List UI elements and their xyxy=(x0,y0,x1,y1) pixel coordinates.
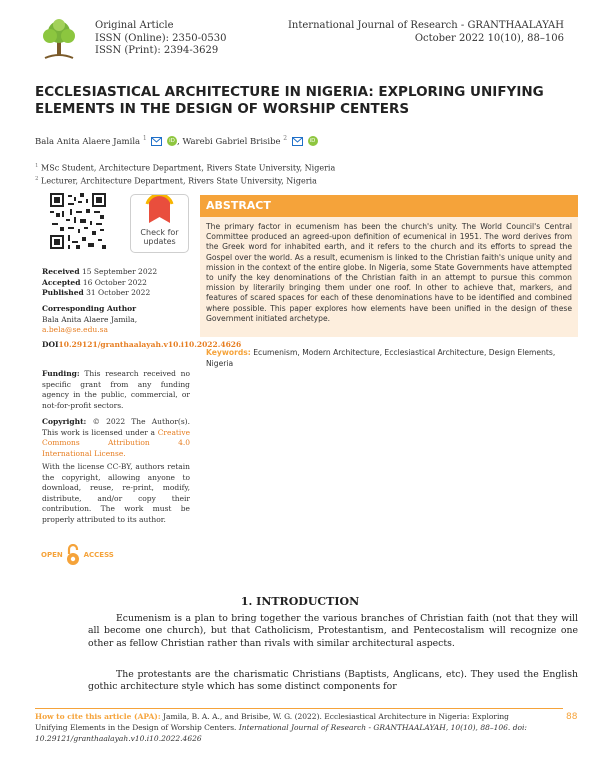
qr-code-icon[interactable] xyxy=(50,193,106,249)
check-for-updates-label xyxy=(131,228,188,246)
corresponding-name: Bala Anita Alaere Jamila, xyxy=(42,314,138,324)
funding-label: Funding: xyxy=(42,369,80,378)
abstract-heading: ABSTRACT xyxy=(200,195,578,217)
author-name[interactable]: Warebi Gabriel Brisibe xyxy=(182,136,281,147)
corresponding-author xyxy=(42,304,190,336)
affiliation-text: Lecturer, Architecture Department, Rivers State University, Nigeria xyxy=(41,176,317,186)
article-title: ECCLESIASTICAL ARCHITECTURE IN NIGERIA: EXPLORING UNIFYING ELEMENTS IN THE DESIGN OF WORSHIP CENTERS xyxy=(35,84,544,117)
affiliation-item xyxy=(35,174,335,187)
doi-block xyxy=(42,340,242,351)
footer-divider xyxy=(35,708,563,709)
journal-info-block xyxy=(288,20,564,45)
corresponding-email-link[interactable]: a.bela@se.edu.sa xyxy=(42,325,108,334)
published-label: Published xyxy=(42,288,84,297)
intro-paragraph-2: The protestants are the charismatic Christians (Baptists, Anglicans, etc). They used the English gothic architecture style which has some distinct components for xyxy=(88,669,578,693)
cite-text: Jamila, B. A. A., and Brisibe, W. G. (2022). Ecclesiastical Architecture in Nigeria: Exploring Unifying Elements in the Design of Worship Centers. xyxy=(35,712,509,732)
published-value: 31 October 2022 xyxy=(86,288,151,297)
funding-text: This research received no specific grant from any funding agency in the public, commercial, or not-for-profit sectors. xyxy=(42,369,191,410)
check-for-updates-button[interactable] xyxy=(130,194,189,253)
affiliation-sup: 2 xyxy=(35,175,39,182)
cite-journal: International Journal of Research - GRANTHAALAYAH, 10(10), 88–106. doi: 10.29121/granthaalayah.v10.i10.2022.4626 xyxy=(35,722,527,743)
page-number: 88 xyxy=(566,712,578,722)
copyright-label: Copyright: xyxy=(42,417,87,426)
section-title: 1. INTRODUCTION xyxy=(240,595,360,608)
journal-logo-tree-icon xyxy=(35,16,83,62)
accepted-date xyxy=(42,278,190,289)
accepted-label: Accepted xyxy=(42,277,81,287)
journal-issue: October 2022 10(10), 88–106 xyxy=(414,32,564,44)
open-access-badge xyxy=(41,544,114,566)
journal-name: International Journal of Research - GRANTHAALAYAH xyxy=(287,20,564,31)
affiliation-item xyxy=(35,161,335,174)
intro-paragraph-1: Ecumenism is a plan to bring together the various branches of Christian faith (not that they will all become one church), but that Catholicism, Protestantism, and Pentecostalism will recognize one other as fellow Christian rather than rivals with similar architectural aspects. xyxy=(88,613,578,649)
received-label: Received xyxy=(42,267,80,276)
check-line1: Check for xyxy=(140,228,179,237)
doi-label: DOI xyxy=(42,340,59,349)
license-note: With the license CC-BY, authors retain the copyright, allowing anyone to download, reuse, re-print, modify, distribute, and/or copy their contribution. The work must be properly attributed to its author. xyxy=(42,462,190,524)
citation-footer xyxy=(35,712,535,744)
journal-issn-block xyxy=(95,20,226,58)
article-dates xyxy=(42,267,190,299)
bookmark-icon xyxy=(131,195,188,229)
keywords-text: Ecumenism, Modern Architecture, Ecclesiastical Architecture, Design Elements, Nigeria xyxy=(206,348,556,368)
license-link[interactable]: Creative Commons Attribution 4.0 International License. xyxy=(42,427,191,458)
affiliations xyxy=(35,161,335,186)
keywords xyxy=(206,348,576,369)
received-value: 15 September 2022 xyxy=(81,267,158,276)
orcid-icon[interactable]: iD xyxy=(308,136,318,146)
article-type: Original Article xyxy=(95,20,174,31)
check-line2: updates xyxy=(143,237,176,246)
abstract-text: The primary factor in ecumenism has been the church's unity. The World Council's Central Committee produced an agreed-upon definition of ecumenical in 1951. The word derives from the Greek word for inhabited earth, and it refers to the church and its efforts to spread the Gospel over the world. As a result, ecumenism is linked to the Christian faith's unique unity and mission in the context of the entire globe. In Nigeria, some State Governments have attempted to unify the key denominations of the Christian faith in an attempt to pursue this common mission by literarily bringing them under one roof. In other to achieve that, markers, and features of scared spaces for each of these denominations have to be identified and combined where possible. This paper explores how elements have been unified in the design of these Government initiated archetype. xyxy=(200,217,578,337)
cite-label: How to cite this article (APA): xyxy=(35,712,161,721)
received-date xyxy=(42,267,190,278)
open-lock-icon xyxy=(65,544,81,566)
copyright-statement xyxy=(42,417,190,459)
doi-link[interactable]: 10.29121/granthaalayah.v10.i10.2022.4626 xyxy=(58,340,242,349)
copyright-text: © 2022 The Author(s). This work is licensed under a xyxy=(42,417,190,437)
email-icon[interactable] xyxy=(151,137,162,146)
author-list: Bala Anita Alaere Jamila $^1$ iD , Warebi Gabriel Brisibe $^2$ iD xyxy=(35,135,318,147)
author-sup: 1 xyxy=(142,135,147,142)
author-sup: 2 xyxy=(283,135,288,142)
orcid-icon[interactable]: iD xyxy=(167,136,177,146)
email-icon[interactable] xyxy=(292,137,303,146)
issn-online: ISSN (Online): 2350-0530 xyxy=(95,32,227,44)
keywords-label: Keywords: xyxy=(206,348,251,357)
corresponding-label: Corresponding Author xyxy=(42,304,137,313)
affiliation-text: MSc Student, Architecture Department, Rivers State University, Nigeria xyxy=(41,163,336,173)
author-name[interactable]: Bala Anita Alaere Jamila xyxy=(35,136,141,147)
issn-print: ISSN (Print): 2394-3629 xyxy=(95,45,219,56)
open-access-left: OPEN xyxy=(41,551,63,559)
published-date xyxy=(42,288,190,299)
accepted-value: 16 October 2022 xyxy=(82,277,147,287)
open-access-right: ACCESS xyxy=(83,551,114,559)
funding-statement xyxy=(42,369,190,411)
affiliation-sup: 1 xyxy=(35,163,39,169)
